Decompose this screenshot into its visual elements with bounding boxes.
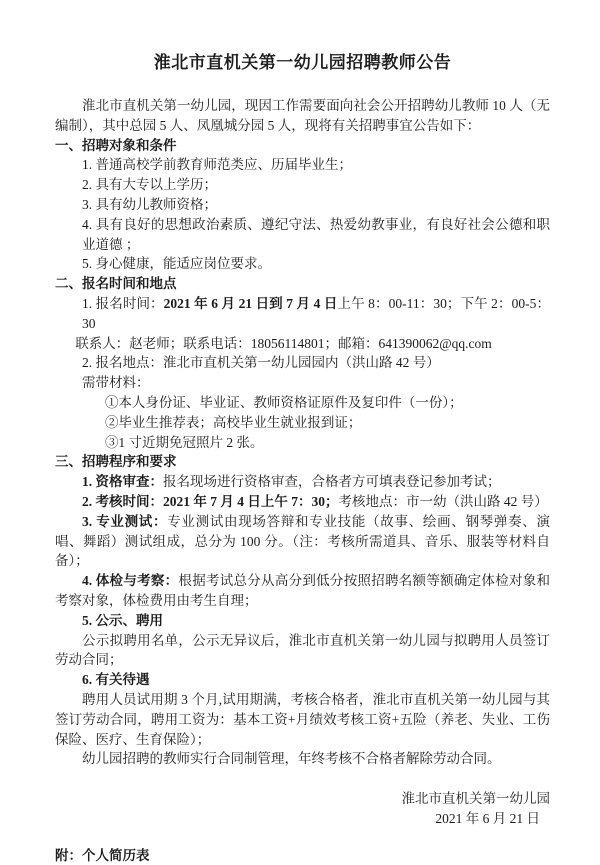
attachment-note: 附：个人简历表 [55, 847, 150, 863]
section3-item-1 [55, 472, 550, 492]
intro-paragraph: 淮北市直机关第一幼儿园，现因工作需要面向社会公开招聘幼儿教师 10 人（无编制），其中总园 5 人、凤凰城分园 5 人，现将有关招聘事宜公告如下： [55, 98, 550, 133]
section1-heading: 一、招聘对象和条件 [55, 137, 177, 153]
signature-block [55, 789, 550, 829]
section3-item-2 [55, 492, 550, 512]
section1-item-1: 1. 普通高校学前教育师范类应、历届毕业生； [82, 157, 352, 173]
exam-time-label: 2. 考核时间：2021 年 7 月 4 日上午 7：30； [82, 493, 339, 509]
registration-time-label: 1. 报名时间： [82, 295, 164, 311]
professional-test-label: 3. 专业测试： [82, 513, 168, 529]
section2-item-2: 2. 报名地点：淮北市直机关第一幼儿园园内（洪山路 42 号） [82, 355, 440, 371]
section3-item-6-text: 聘用人员试用期 3 个月,试用期满，考核合格者，淮北市直机关第一幼儿园与其签订劳动合同，聘用工资为：基本工资+月绩效考核工资+五险（养老、失业、工伤保险、医疗、生育保险）； [55, 691, 550, 747]
section1-item-2: 2. 具有大专以上学历； [82, 177, 217, 193]
physical-exam-text: 根据考试总分从高分到低分按照招聘名额等额确定体检对象和考察对象，体检费用由考生自理； [55, 573, 551, 608]
qualification-review-text: 报名现场进行资格审查，合格者方可填表登记参加考试； [163, 474, 501, 490]
section3-heading: 三、招聘程序和要求 [55, 454, 177, 470]
section3-item-4 [55, 571, 550, 611]
registration-hours: 上午 8：00-11：30；下午 2：00-5：30 [82, 295, 551, 331]
registration-date-range: 2021 年 6 月 21 日到 7 月 4 日 [163, 295, 338, 311]
section3-item-5-heading: 5. 公示、聘用 [82, 612, 163, 628]
section1-item-3: 3. 具有幼儿教师资格； [82, 196, 217, 212]
material-item-2: ②毕业生推荐表；高校毕业生就业报到证； [104, 414, 362, 430]
section1-item-5: 5. 身心健康，能适应岗位要求。 [82, 256, 271, 272]
document-body [55, 96, 550, 865]
qualification-review-label: 1. 资格审查： [82, 474, 163, 490]
section2-item-1 [55, 294, 550, 334]
section3-item-6-heading: 6. 有关待遇 [82, 672, 150, 688]
section3-item-6-text2: 幼儿园招聘的教师实行合同制管理，年终考核不合格者解除劳动合同。 [82, 751, 501, 767]
section1-item-4: 4. 具有良好的思想政治素质、遵纪守法、热爱幼教事业，有良好社会公德和职业道德 ； [82, 216, 550, 252]
signature-org: 淮北市直机关第一幼儿园 [401, 791, 550, 807]
exam-location-text: 考核地点：市一幼（洪山路 42 号） [338, 493, 548, 509]
page-title: 淮北市直机关第一幼儿园招聘教师公告 [153, 53, 452, 72]
material-item-3: ③1 寸近期免冠照片 2 张。 [104, 434, 264, 450]
section2-heading: 二、报名时间和地点 [55, 276, 177, 292]
professional-test-text: 专业测试由现场答辩和专业技能（故事、绘画、钢琴弹奏、演唱、舞蹈）测试组成，总分为 100 分。（注：考核所需道具、音乐、服装等材料自备）； [55, 513, 550, 569]
contact-line: 联系人：赵老师；联系电话：18056114801；邮箱：641390062@qq.com [75, 335, 492, 351]
section3-item-3 [55, 512, 550, 571]
materials-label: 需带材料： [82, 375, 150, 391]
physical-exam-label: 4. 体检与考察： [82, 573, 179, 589]
signature-date: 2021 年 6 月 21 日 [435, 810, 540, 826]
section3-item-5-text: 公示拟聘用名单，公示无异议后，淮北市直机关第一幼儿园与拟聘用人员签订劳动合同； [55, 632, 550, 668]
material-item-1: ①本人身份证、毕业证、教师资格证原件及复印件（一份）； [104, 394, 463, 410]
